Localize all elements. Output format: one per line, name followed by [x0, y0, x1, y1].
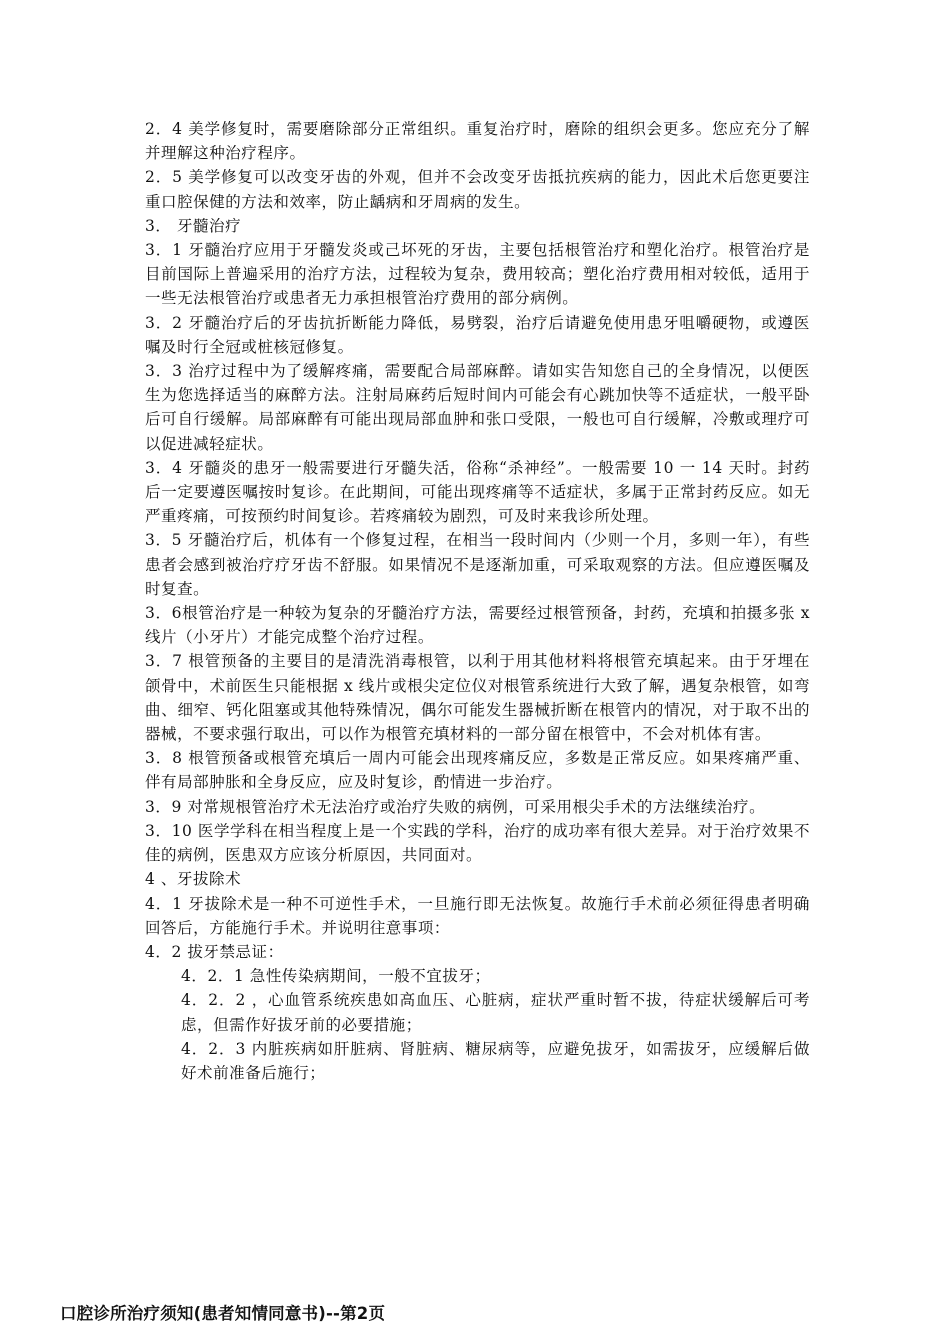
- body-paragraph: 3．8 根管预备或根管充填后一周内可能会出现疼痛反应，多数是正常反应。如果疼痛严重、伴有局部肿胀和全身反应，应及时复诊，酌情进一步治疗。: [145, 749, 810, 792]
- body-paragraph: 3．5 牙髓治疗后，机体有一个修复过程，在相当一段时间内（少则一个月，多则一年），有些患者会感到被治疗疗牙齿不舒服。如果情况不是逐渐加重，可采取观察的方法。但应遵医嘱及时复查。: [145, 531, 810, 598]
- body-paragraph: 3．2 牙髓治疗后的牙齿抗折断能力降低，易劈裂，治疗后请避免使用患牙咀嚼硬物，或遵医嘱及时行全冠或桩核冠修复。: [145, 313, 810, 356]
- body-paragraph: 3． 牙髓治疗: [145, 216, 242, 235]
- body-paragraph: 3．6根管治疗是一种较为复杂的牙髓治疗方法，需要经过根管预备，封药，充填和拍摄多张 x 线片（小牙片）才能完成整个治疗过程。: [145, 604, 810, 647]
- sub-item-paragraph: 4．2．3 内脏疾病如肝脏病、肾脏病、糖尿病等，应避免拔牙，如需拔牙，应缓解后做好术前准备后施行；: [181, 1039, 810, 1082]
- body-paragraph: 3．3 治疗过程中为了缓解疼痛，需要配合局部麻醉。请如实告知您自己的全身情况，以便医生为您选择适当的麻醉方法。注射局麻药后短时间内可能会有心跳加快等不适症状，一般平卧后可自行缓解。局部麻醉有可能出现局部血肿和张口受限，一般也可自行缓解，冷敷或理疗可以促进减轻症状。: [145, 362, 810, 453]
- body-paragraph: 3．1 牙髓治疗应用于牙髓发炎或己坏死的牙齿，主要包括根管治疗和塑化治疗。根管治疗是目前国际上普遍采用的治疗方法，过程较为复杂，费用较高；塑化治疗费用相对较低，适用于一些无法根管治疗或患者无力承担根管治疗费用的部分病例。: [145, 241, 810, 308]
- body-paragraph: 3．7 根管预备的主要目的是清洗消毒根管，以利于用其他材料将根管充填起来。由于牙埋在颌骨中，术前医生只能根据 x 线片或根尖定位仪对根管系统进行大致了解，遇复杂根管，如弯曲、细窄、钙化阻塞或其他特殊情况，偶尔可能发生器械折断在根管内的情况，对于取不出的器械，不要求强行取出，可以作为根管充填材料的一部分留在根管中，不会对机体有害。: [145, 652, 810, 744]
- body-paragraph: 2．5 美学修复可以改变牙齿的外观，但并不会改变牙齿抵抗疾病的能力，因此术后您更要注重口腔保健的方法和效率，防止龋病和牙周病的发生。: [145, 168, 810, 211]
- sub-item-paragraph: 4．2．2 ，心血管系统疾患如高血压、心脏病，症状严重时暂不拔，待症状缓解后可考虑，但需作好拔牙前的必要措施；: [181, 991, 810, 1034]
- body-paragraph: 3．9 对常规根管治疗术无法治疗或治疗失败的病例，可采用根尖手术的方法继续治疗。: [145, 797, 766, 816]
- body-paragraph: 4．2 拔牙禁忌证：: [145, 942, 284, 961]
- body-paragraph: 3．10 医学学科在相当程度上是一个实践的学科，治疗的成功率有很大差异。对于治疗效果不佳的病例，医患双方应该分析原因，共同面对。: [145, 821, 810, 865]
- body-paragraph: 2．4 美学修复时，需要磨除部分正常组织。重复治疗时，磨除的组织会更多。您应充分了解并理解这种治疗程序。: [145, 120, 810, 163]
- sub-item-paragraph: 4．2．1 急性传染病期间，一般不宜拔牙；: [181, 967, 491, 986]
- document-body: [145, 117, 810, 1085]
- body-paragraph: 3．4 牙髓炎的患牙一般需要进行牙髓失活，俗称“杀神经”。一般需要 10 一 14 天时。封药后一定要遵医嘱按时复诊。在此期间，可能出现疼痛等不适症状，多属于正常封药反应。如无严重疼痛，可按预约时间复诊。若疼痛较为剧烈，可及时来我诊所处理。: [145, 458, 810, 526]
- body-paragraph: 4 、牙拔除术: [145, 870, 242, 889]
- page-footer: 口腔诊所治疗须知(患者知情同意书)--第2页: [60, 1304, 386, 1323]
- body-paragraph: 4．1 牙拔除术是一种不可逆性手术，一旦施行即无法恢复。故施行手术前必须征得患者明确回答后，方能施行手术。并说明往意事项：: [145, 894, 810, 937]
